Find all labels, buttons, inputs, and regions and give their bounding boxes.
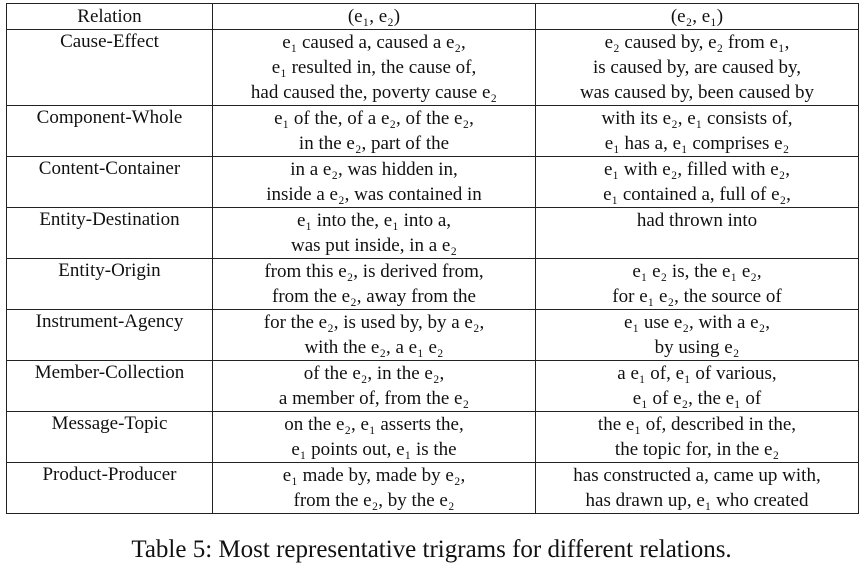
trigram-line: from the e₂, by the e₂: [293, 490, 455, 511]
trigram-table-container: [6, 3, 858, 514]
relation-label: Product-Producer: [42, 464, 177, 485]
trigram-line: e₁ points out, e₁ is the: [291, 439, 457, 460]
table-row: [7, 361, 859, 412]
e2-e1-cell: [536, 106, 859, 157]
trigram-line: e₁ into the, e₁ into a,: [296, 210, 452, 231]
trigram-line: in the e₂, part of the: [298, 133, 450, 154]
trigram-line: has constructed a, came up with,: [573, 465, 821, 486]
e2-e1-cell: [536, 412, 859, 463]
trigram-line: in a e₂, was hidden in,: [290, 159, 458, 180]
relation-cell: [7, 157, 213, 208]
trigram-line: the topic for, in the e₂: [614, 439, 780, 460]
trigram-line: from the e₂, away from the: [272, 286, 476, 307]
trigram-line: has drawn up, e₁ who created: [585, 490, 809, 511]
trigram-line: the e₁ of, described in the,: [597, 414, 797, 435]
trigram-line: e₁ of the, of a e₂, of the e₂,: [274, 108, 474, 129]
trigram-line: inside a e₂, was contained in: [266, 184, 482, 205]
trigram-line: e₁ with e₂, filled with e₂,: [603, 159, 791, 180]
e1-e2-cell: [213, 310, 536, 361]
trigram-line: e₁ has a, e₁ comprises e₂: [604, 133, 790, 154]
table-row: [7, 106, 859, 157]
table-header-row: [7, 4, 859, 30]
trigram-line: e₂ caused by, e₂ from e₁,: [604, 32, 790, 53]
e1-e2-cell: [213, 30, 536, 106]
relation-label: Content-Container: [38, 158, 181, 179]
trigram-line: is caused by, are caused by,: [592, 57, 802, 78]
trigram-line: a member of, from the e₂: [278, 388, 470, 409]
relation-cell: [7, 30, 213, 106]
table-row: [7, 259, 859, 310]
header-e2-e1: (e₂, e₁): [536, 4, 859, 30]
relation-cell: [7, 106, 213, 157]
relation-cell: [7, 463, 213, 514]
table-row: [7, 30, 859, 106]
table-row: [7, 208, 859, 259]
relation-cell: [7, 310, 213, 361]
table-row: [7, 157, 859, 208]
trigram-line: e₁ contained a, full of e₂,: [603, 184, 791, 205]
trigram-line: had caused the, poverty cause e₂: [250, 82, 498, 103]
trigram-line: e₁ resulted in, the cause of,: [271, 57, 477, 78]
relation-label: Member-Collection: [34, 362, 185, 383]
relation-label: Instrument-Agency: [35, 311, 184, 332]
e2-e1-cell: [536, 463, 859, 514]
relation-label: Entity-Origin: [58, 260, 161, 281]
trigram-line: with its e₂, e₁ consists of,: [601, 108, 793, 129]
e2-e1-cell: [536, 361, 859, 412]
header-e1-e2: (e₁, e₂): [213, 4, 536, 30]
table-body: [7, 30, 859, 514]
trigram-line: a e₁ of, e₁ of various,: [617, 363, 777, 384]
e2-e1-cell: [536, 310, 859, 361]
e1-e2-cell: [213, 361, 536, 412]
trigram-line: of the e₂, in the e₂,: [303, 363, 445, 384]
relation-cell: [7, 361, 213, 412]
e1-e2-cell: [213, 259, 536, 310]
trigram-line: for the e₂, is used by, by a e₂,: [263, 312, 485, 333]
e2-e1-cell: [536, 259, 859, 310]
relation-cell: [7, 412, 213, 463]
relation-label: Message-Topic: [51, 413, 168, 434]
trigram-line: was put inside, in a e₂: [291, 235, 457, 256]
table-row: [7, 412, 859, 463]
relation-cell: [7, 259, 213, 310]
relation-label: Entity-Destination: [39, 209, 180, 230]
relation-cell: [7, 208, 213, 259]
header-relation: Relation: [7, 4, 213, 30]
e1-e2-cell: [213, 106, 536, 157]
trigram-line: e₁ made by, made by e₂,: [282, 465, 466, 486]
trigram-line: was caused by, been caused by: [579, 82, 815, 103]
trigram-line: with the e₂, a e₁ e₂: [304, 337, 444, 358]
trigram-line: by using e₂: [654, 337, 740, 358]
trigram-line: e₁ of e₂, the e₁ of: [632, 388, 762, 409]
trigram-line: e₁ e₂ is, the e₁ e₂,: [632, 261, 762, 282]
e1-e2-cell: [213, 208, 536, 259]
e2-e1-cell: [536, 30, 859, 106]
e2-e1-cell: [536, 208, 859, 259]
trigram-line: for e₁ e₂, the source of: [612, 286, 782, 307]
e1-e2-cell: [213, 412, 536, 463]
table-caption: Table 5: Most representative trigrams for different relations.: [131, 536, 732, 563]
relation-label: Component-Whole: [36, 107, 183, 128]
table-row: [7, 310, 859, 361]
trigram-table: [6, 3, 859, 514]
trigram-line: e₁ use e₂, with a e₂,: [624, 312, 770, 333]
trigram-line: had thrown into: [636, 210, 758, 231]
relation-label: Cause-Effect: [60, 31, 159, 52]
trigram-line: on the e₂, e₁ asserts the,: [284, 414, 464, 435]
trigram-line: from this e₂, is derived from,: [264, 261, 484, 282]
e1-e2-cell: [213, 463, 536, 514]
e1-e2-cell: [213, 157, 536, 208]
trigram-line: e₁ caused a, caused a e₂,: [282, 32, 466, 53]
e2-e1-cell: [536, 157, 859, 208]
table-row: [7, 463, 859, 514]
